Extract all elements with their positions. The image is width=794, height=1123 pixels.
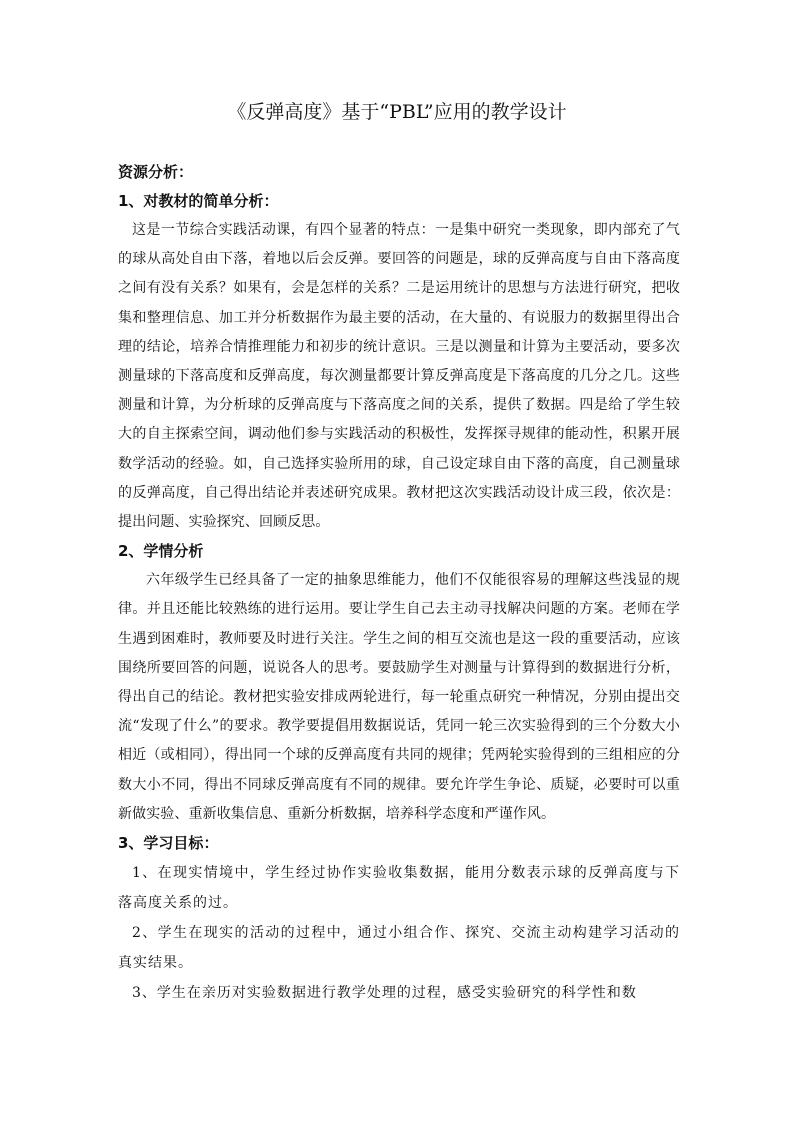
section-resource-heading: 资源分析：	[118, 163, 194, 181]
goal-item-2: 2、学生在现实的活动的过程中，通过小组合作、探究、交流主动构建学习活动的真实结果。	[118, 925, 680, 972]
goal-item-1: 1、在现实情境中，学生经过协作实验收集数据，能用分数表示球的反弹高度与下落高度关系的过。	[118, 865, 680, 912]
section2-paragraph: 六年级学生已经具备了一定的抽象思维能力，他们不仅能很容易的理解这些浅显的规律。并且还能比较熟练的进行运用。要让学生自己去主动寻找解决问题的方案。老师在学生遇到困难时，教师要及时进行关注。学生之间的相互交流也是这一段的重要活动，应该围绕所要回答的问题，说说各人的思考。要鼓励学生对测量与计算得到的数据进行分析，得出自己的结论。教材把实验安排成两轮进行，每一轮重点研究一种情况，分别由提出交流“发现了什么”的要求。教学要提倡用数据说话，凭同一轮三次实验得到的三个分数大小相近（或相同），得出同一个球的反弹高度有共同的规律；凭两轮实验得到的三组相应的分数大小不同，得出不同球反弹高度有不同的规律。要允许学生争论、质疑，必要时可以重新做实验、重新收集信息、重新分析数据，培养科学态度和严谨作风。	[118, 572, 680, 822]
section2-heading: 2、学情分析	[118, 542, 204, 561]
document-body	[118, 158, 680, 1008]
section1-paragraph: 这是一节综合实践活动课，有四个显著的特点：一是集中研究一类现象，即内部充了气的球从高处自由下落，着地以后会反弹。要回答的问题是，球的反弹高度与自由下落高度之间有没有关系？如果有，会是怎样的关系？二是运用统计的思想与方法进行研究，把收集和整理信息、加工并分析数据作为最主要的活动，在大量的、有说服力的数据里得出合理的结论，培养合情推理能力和初步的统计意识。三是以测量和计算为主要活动，要多次测量球的下落高度和反弹高度，每次测量都要计算反弹高度是下落高度的几分之几。这些测量和计算，为分析球的反弹高度与下落高度之间的关系，提供了数据。四是给了学生较大的自主探索空间，调动他们参与实践活动的积极性，发挥探寻规律的能动性，积累开展数学活动的经验。如，自己选择实验所用的球，自己设定球自由下落的高度，自己测量球的反弹高度，自己得出结论并表述研究成果。教材把这次实践活动设计成三段，依次是：提出问题、实验探究、回顾反思。	[118, 222, 680, 531]
document-title: 《反弹高度》基于“PBL”应用的教学设计	[227, 101, 567, 123]
section3-heading: 3、学习目标：	[118, 834, 219, 853]
section1-heading: 1、对教材的简单分析：	[118, 192, 279, 210]
goal-item-3: 3、学生在亲历对实验数据进行教学处理的过程，感受实验研究的科学性和数	[132, 985, 637, 1002]
